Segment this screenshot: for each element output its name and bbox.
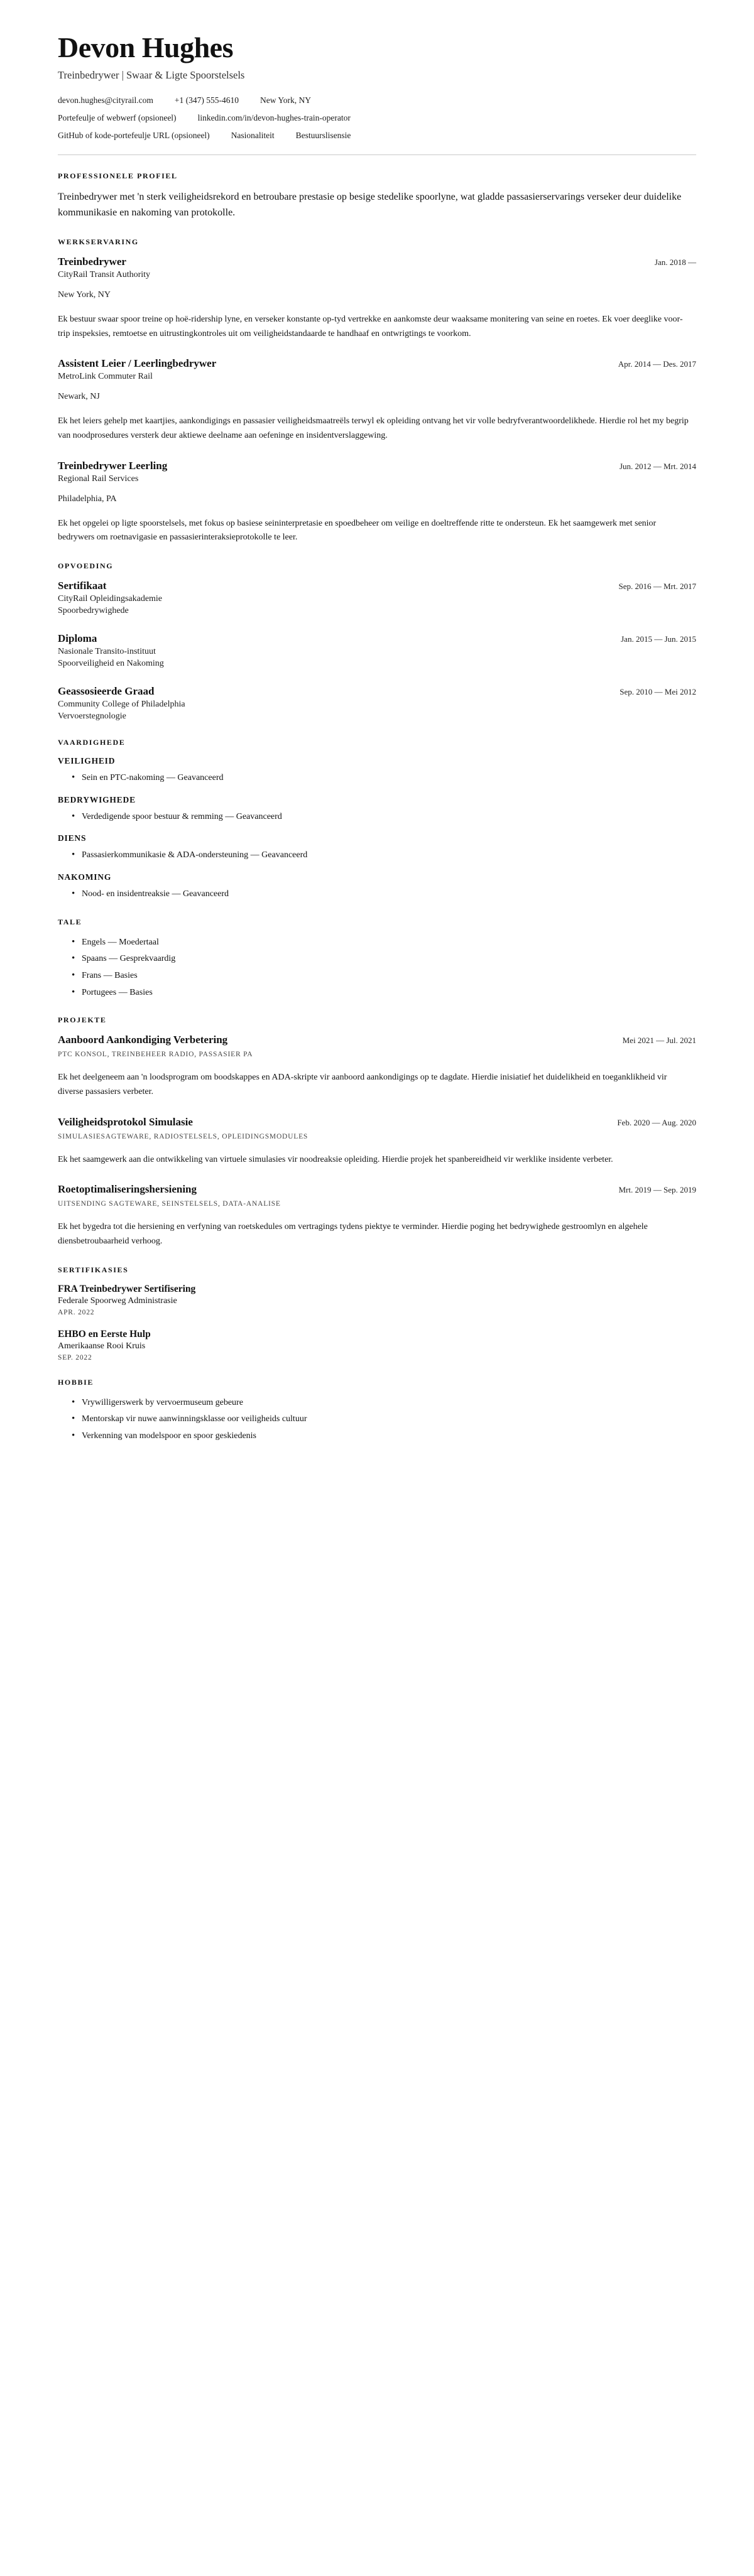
education-date: Sep. 2010 — Mei 2012 [620, 686, 696, 696]
contact-line-3 [58, 131, 696, 141]
contact-portfolio[interactable]: Portefeulje of webwerf (opsioneel) [58, 113, 177, 123]
experience-role: Treinbedrywer Leerling [58, 459, 168, 472]
contact-line-1 [58, 95, 696, 106]
education-field: Spoorveiligheid en Nakoming [58, 658, 164, 668]
contact-email[interactable]: devon.hughes@cityrail.com [58, 95, 153, 106]
certification-issuer: Amerikaanse Rooi Kruis [58, 1341, 146, 1351]
education-date: Jan. 2015 — Jun. 2015 [621, 634, 696, 644]
experience-location: Newark, NJ [58, 392, 100, 402]
project-entry-head [58, 1116, 696, 1128]
experience-entry [58, 460, 696, 545]
experience-role: Treinbedrywer [58, 255, 126, 268]
certification-entry [58, 1329, 696, 1361]
section-title-profile: PROFESSIONELE PROFIEL [58, 171, 178, 181]
contact-phone: +1 (347) 555-4610 [174, 95, 239, 106]
experience-entry-head [58, 256, 696, 268]
section-title-hobbies: HOBBIE [58, 1377, 94, 1387]
contact-linkedin[interactable]: linkedin.com/in/devon-hughes-train-operator [197, 113, 351, 123]
experience-entry [58, 357, 696, 443]
education-field: Spoorbedrywighede [58, 605, 129, 615]
section-profile [58, 171, 696, 221]
skill-list [58, 848, 696, 862]
certification-name: FRA Treinbedrywer Sertifisering [58, 1283, 196, 1294]
project-tags: UITSENDING SAGTEWARE, SEINSTELSELS, DATA-ANALISE [58, 1200, 281, 1208]
experience-location: Philadelphia, PA [58, 494, 117, 504]
project-tags: PTC KONSOL, TREINBEHEER RADIO, PASSASIER PA [58, 1051, 253, 1059]
project-entry [58, 1034, 696, 1099]
hobby-item: • Verkenning van modelspoor en spoor geskiedenis [72, 1429, 696, 1443]
language-list [58, 936, 696, 1000]
skill-item: • Verdedigende spoor bestuur & remming — Geavanceerd [72, 810, 696, 824]
experience-company: CityRail Transit Authority [58, 269, 151, 279]
language-item: • Frans — Basies [72, 969, 696, 983]
hobby-item: • Mentorskap vir nuwe aanwinningsklasse oor veiligheids cultuur [72, 1412, 696, 1426]
contact-github[interactable]: GitHub of kode-portefeulje URL (opsioneel) [58, 131, 210, 141]
experience-entry [58, 256, 696, 341]
skill-group-veiligheid [58, 756, 696, 785]
hobby-list [58, 1396, 696, 1443]
education-degree: Geassosieerde Graad [58, 685, 155, 697]
skill-list [58, 887, 696, 901]
section-skills [58, 738, 696, 901]
certification-name: EHBO en Eerste Hulp [58, 1328, 151, 1339]
contact-line-2 [58, 113, 696, 123]
experience-date: Apr. 2014 — Des. 2017 [618, 359, 696, 369]
project-date: Mei 2021 — Jul. 2021 [622, 1036, 696, 1046]
hobby-item: • Vrywilligerswerk by vervoermuseum gebeure [72, 1396, 696, 1410]
education-degree: Diploma [58, 632, 97, 644]
certification-date: SEP. 2022 [58, 1353, 92, 1361]
contact-drivers-license: Bestuurslisensie [295, 131, 351, 141]
skill-list [58, 810, 696, 824]
skill-group-diens [58, 833, 696, 862]
skill-group-title: NAKOMING [58, 872, 112, 882]
project-name: Veiligheidsprotokol Simulasie [58, 1115, 193, 1128]
project-entry [58, 1116, 696, 1167]
language-item: • Spaans — Gesprekvaardig [72, 952, 696, 966]
project-description: Ek het bygedra tot die hersiening en verfyning van roetskedules om vertragings tydens piektye te verminder. Hierdie poging het bedrywighede gestroomlyn en algehele diensbetroubaarheid verhoog. [58, 1222, 648, 1247]
section-projects [58, 1015, 696, 1248]
experience-company: MetroLink Commuter Rail [58, 372, 153, 382]
skill-item: • Sein en PTC-nakoming — Geavanceerd [72, 771, 696, 785]
experience-company: Regional Rail Services [58, 474, 139, 484]
education-entry-head [58, 685, 696, 698]
skill-group-title: VEILIGHEID [58, 755, 116, 766]
profile-text: Treinbedrywer met 'n sterk veiligheidsrekord en betroubare prestasie op besige stedelike spoorlyne, wat gladde passasierservarings verseker deur duidelike kommunikasie en nakoming van protokolle. [58, 192, 682, 219]
page-title: Devon Hughes [58, 31, 233, 63]
skill-item: • Nood- en insidentreaksie — Geavanceerd [72, 887, 696, 901]
project-description: Ek het deelgeneem aan 'n loodsprogram om boodskappes en ADA-skripte vir aanboord aankondigings op te dagdate. Hierdie inisiatief het duidelikheid en toeganklikheid vir diverse passasiers verbeter. [58, 1073, 667, 1097]
experience-entry-head [58, 357, 696, 370]
project-entry [58, 1183, 696, 1248]
education-school: CityRail Opleidingsakademie [58, 593, 163, 603]
certification-date: APR. 2022 [58, 1308, 95, 1316]
skill-group-nakoming [58, 872, 696, 901]
education-entry [58, 632, 696, 669]
experience-date: Jun. 2012 — Mrt. 2014 [619, 461, 696, 471]
language-item: • Portugees — Basies [72, 986, 696, 1000]
project-description: Ek het saamgewerk aan die ontwikkeling van virtuele simulasies vir noodreaksie opleiding. Hierdie projek het spanbereidheid vir werklike insidente verbeter. [58, 1154, 613, 1164]
section-certifications [58, 1265, 696, 1361]
certification-issuer: Federale Spoorweg Administrasie [58, 1296, 177, 1306]
experience-location: New York, NY [58, 290, 111, 300]
skill-group-title: DIENS [58, 833, 87, 843]
experience-description: Ek bestuur swaar spoor treine op hoë-ridership lyne, en verseker konstante op-tyd vertrekke en aankomste deur waaksame monitering van seine en roetes. Ek voer deeglike voor-trip inspeksies, remtoetse en uitrustingkontroles uit om veiligheidstandaarde te handhaaf en ontwrigtings te voorkom. [58, 314, 683, 338]
experience-description: Ek het opgelei op ligte spoorstelsels, met fokus op basiese seininterpretasie en spoedbeheer om veilige en doeltreffende ritte te ondersteun. Ek het saamgewerk met senior bedrywers om roetnavigasie en passasierinteraksieprotokolle te leer. [58, 518, 657, 543]
section-title-languages: TALE [58, 917, 82, 926]
education-school: Nasionale Transito-instituut [58, 646, 156, 656]
section-experience [58, 237, 696, 545]
skill-item: • Passasierkommunikasie & ADA-ondersteuning — Geavanceerd [72, 848, 696, 862]
experience-description: Ek het leiers gehelp met kaartjies, aankondigings en passasier veiligheidsmaatreëls terwyl ek opleiding ontvang het vir volle bedryfverantwoordelikhede. Hierdie rol het my begrip van noodprosedures versterk deur aktiewe deelname aan oefeninge en insidentverslaggewing. [58, 416, 689, 440]
header-headline: Treinbedrywer | Swaar & Ligte Spoorstelsels [58, 69, 245, 82]
education-entry [58, 580, 696, 616]
project-entry-head [58, 1034, 696, 1046]
project-name: Roetoptimaliseringshersiening [58, 1183, 197, 1196]
contact-location: New York, NY [260, 95, 312, 106]
header-divider [58, 154, 696, 155]
skill-group-bedrywighede [58, 795, 696, 824]
project-date: Feb. 2020 — Aug. 2020 [617, 1117, 696, 1127]
skill-list [58, 771, 696, 785]
section-title-projects: PROJEKTE [58, 1015, 107, 1025]
project-tags: SIMULASIESAGTEWARE, RADIOSTELSELS, OPLEIDINGSMODULES [58, 1132, 309, 1140]
language-item: • Engels — Moedertaal [72, 936, 696, 950]
education-degree: Sertifikaat [58, 579, 107, 592]
contact-nationality: Nasionaliteit [231, 131, 275, 141]
education-date: Sep. 2016 — Mrt. 2017 [618, 581, 696, 591]
certification-entry [58, 1284, 696, 1316]
resume-header [58, 33, 696, 155]
experience-date: Jan. 2018 — [654, 257, 696, 267]
section-hobbies [58, 1378, 696, 1443]
project-entry-head [58, 1183, 696, 1196]
education-entry-head [58, 632, 696, 645]
section-title-certifications: SERTIFIKASIES [58, 1265, 129, 1274]
section-education [58, 561, 696, 722]
education-school: Community College of Philadelphia [58, 699, 185, 709]
section-languages [58, 917, 696, 1000]
experience-entry-head [58, 460, 696, 472]
project-date: Mrt. 2019 — Sep. 2019 [618, 1185, 696, 1195]
section-title-skills: VAARDIGHEDE [58, 737, 126, 747]
experience-role: Assistent Leier / Leerlingbedrywer [58, 357, 217, 370]
education-field: Vervoerstegnologie [58, 711, 126, 721]
section-title-education: OPVOEDING [58, 561, 114, 570]
education-entry [58, 685, 696, 722]
education-entry-head [58, 580, 696, 592]
section-title-experience: WERKSERVARING [58, 237, 139, 246]
skill-group-title: BEDRYWIGHEDE [58, 794, 136, 804]
project-name: Aanboord Aankondiging Verbetering [58, 1034, 228, 1046]
